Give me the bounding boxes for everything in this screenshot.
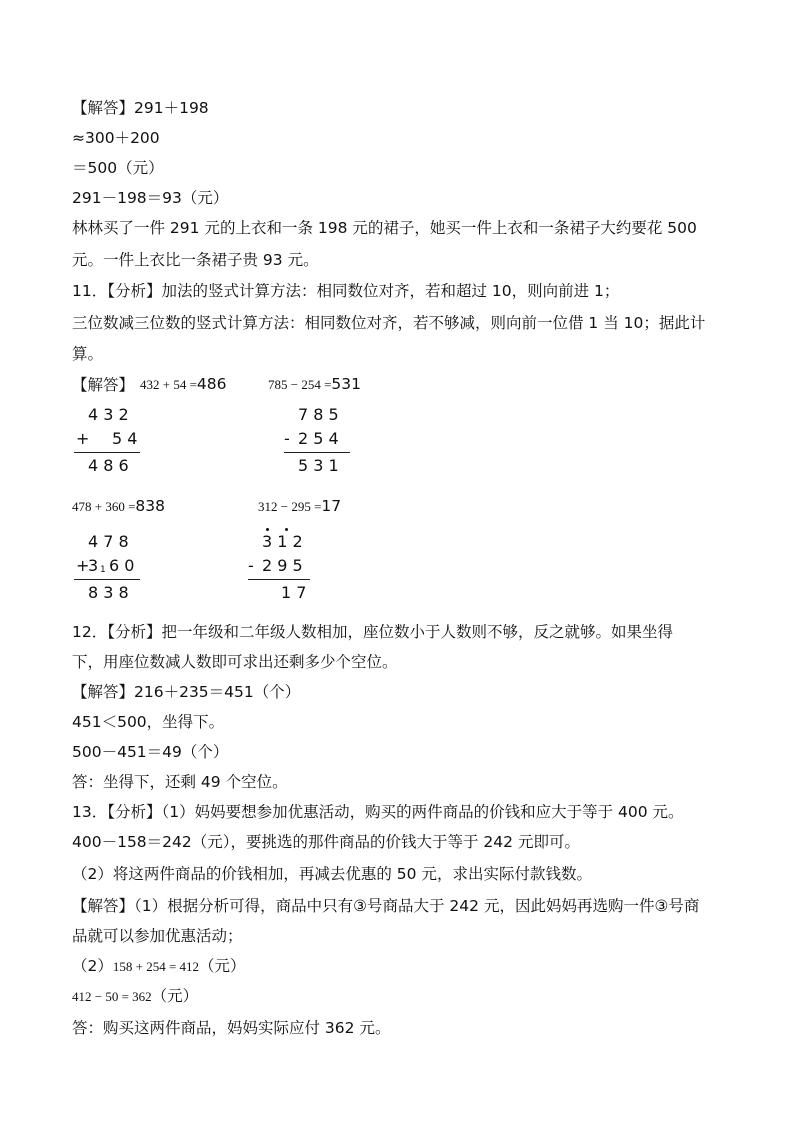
q12-line-5: 500－451＝49（个） (72, 743, 229, 761)
calc-1-bottom: 5 4 (112, 429, 138, 448)
calc-3-carry-mark: 1 (100, 565, 106, 575)
q12-line-1: 12．【分析】把一年级和二年级人数相加，座位数小于人数则不够，反之就够。如果坐得 (72, 623, 673, 641)
q10-line-5: 林林买了一件 291 元的上衣和一条 198 元的裙子，她买一件上衣和一条裙子大约要花 500 (72, 219, 697, 237)
vertical-calc-2 (284, 405, 354, 480)
equation-3-result: 838 (135, 497, 166, 515)
calc-4-operator: - (248, 556, 254, 575)
calc-1-operator: + (76, 429, 90, 448)
calc-2-operator: - (284, 429, 290, 448)
calc-2-top: 7 8 5 (298, 405, 339, 424)
calc-3-rule (74, 579, 140, 580)
q13-line-1: 13．【分析】（1）妈妈要想参加优惠活动，购买的两件商品的价钱和应大于等于 400 元。 (72, 803, 684, 821)
calc-1-top: 4 3 2 (88, 405, 129, 424)
q13-line-3: （2）将这两件商品的价钱相加，再减去优惠的 50 元，求出实际付款钱数。 (72, 865, 592, 883)
equation-2-result: 531 (331, 375, 362, 393)
calc-3-result: 8 3 8 (88, 583, 129, 602)
calc-3-operator: + (76, 556, 90, 575)
q10-line-3: ＝500（元） (72, 159, 164, 177)
q13-equation-1: 158 + 254 = 412 (112, 959, 200, 974)
equation-1-expr: 432 + 54 = (140, 377, 197, 392)
q12-line-4: 451＜500，坐得下。 (72, 713, 225, 731)
q13-unit-1: （元） (199, 957, 246, 975)
q12-line-6: 答：坐得下，还剩 49 个空位。 (72, 773, 288, 791)
q13-line-8: 答：购买这两件商品，妈妈实际应付 362 元。 (72, 1019, 391, 1037)
q12-line-3: 【解答】216＋235＝451（个） (72, 683, 301, 701)
calc-1-rule (74, 452, 140, 453)
calc-2-rule (284, 452, 350, 453)
q13-line-5: 品就可以参加优惠活动； (72, 927, 243, 945)
q11-equation-1 (140, 374, 227, 395)
q12-line-2: 下，用座位数减人数即可求出还剩多少个空位。 (72, 653, 398, 671)
calc-2-bottom: 2 5 4 (298, 429, 339, 448)
equation-3-expr: 478 + 360 = (72, 499, 136, 514)
borrow-dot-hundreds (266, 528, 269, 531)
equation-1-result: 486 (196, 375, 227, 393)
calc-3-top: 4 7 8 (88, 532, 129, 551)
borrow-dot-tens (285, 528, 288, 531)
q13-line-6 (72, 956, 246, 977)
q10-line-1: 【解答】291＋198 (72, 99, 209, 117)
calc-1-result: 4 8 6 (88, 456, 129, 475)
q11-equation-2 (268, 374, 361, 395)
equation-4-result: 17 (321, 497, 342, 515)
q11-equation-3 (72, 496, 165, 517)
vertical-calc-1 (74, 405, 144, 480)
q13-line-2: 400－158＝242（元），要挑选的那件商品的价钱大于等于 242 元即可。 (72, 833, 580, 851)
q13-part-2-label: （2） (72, 957, 113, 975)
q13-line-7 (72, 986, 198, 1007)
calc-4-bottom: 2 9 5 (262, 556, 303, 575)
q11-equation-4 (258, 496, 341, 517)
equation-2-expr: 785 − 254 = (268, 377, 332, 392)
calc-3-bottom-hundreds: 3 (88, 556, 99, 575)
vertical-calc-4 (248, 532, 318, 607)
calc-4-result: 1 7 (281, 583, 307, 602)
q13-line-4: 【解答】（1）根据分析可得，商品中只有③号商品大于 242 元，因此妈妈再选购一件③号商 (72, 897, 700, 915)
calc-4-rule (248, 579, 310, 580)
q11-analysis-2: 三位数减三位数的竖式计算方法：相同数位对齐，若不够减，则向前一位借 1 当 10；据此计 (72, 314, 706, 332)
q11-analysis-1: 11．【分析】加法的竖式计算方法：相同数位对齐，若和超过 10，则向前进 1； (72, 282, 620, 300)
q10-line-2: ≈300＋200 (72, 129, 160, 147)
vertical-calc-3 (74, 532, 144, 607)
q11-analysis-3: 算。 (72, 345, 104, 363)
q13-unit-2: （元） (151, 987, 199, 1005)
q10-line-4: 291－198＝93（元） (72, 189, 229, 207)
q11-answer-label: 【解答】 (72, 376, 135, 394)
calc-2-result: 5 3 1 (298, 456, 339, 475)
calc-3-bottom-rest: 6 0 (109, 556, 135, 575)
q10-line-6: 元。一件上衣比一条裙子贵 93 元。 (72, 251, 319, 269)
q13-equation-2: 412 − 50 = 362 (72, 989, 152, 1004)
equation-4-expr: 312 − 295 = (258, 499, 322, 514)
calc-4-top: 3 1 2 (262, 532, 303, 551)
